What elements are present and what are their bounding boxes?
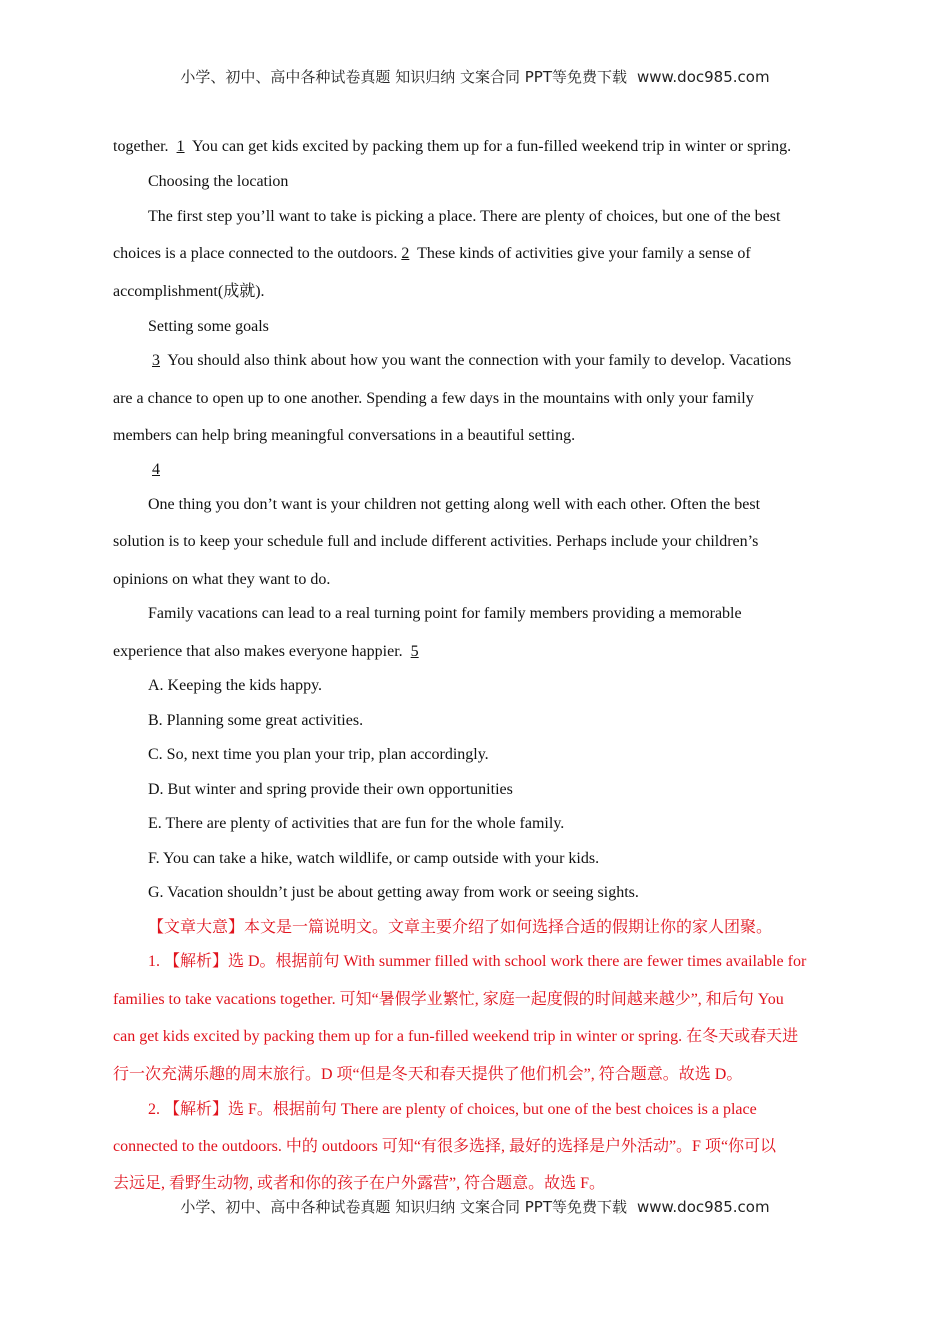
analysis-summary: 【文章大意】本文是一篇说明文。文章主要介绍了如何选择合适的假期让你的家人团聚。	[148, 919, 773, 936]
passage-line: are a chance to open up to one another. Spending a few days in the mountains with only your family	[113, 390, 754, 407]
section-heading: Setting some goals	[148, 318, 269, 335]
analysis-2-line: 2. 【解析】选 F。根据前句 There are plenty of choices, but one of the best choices is a place	[148, 1101, 757, 1118]
option-e: E. There are plenty of activities that are fun for the whole family.	[148, 815, 565, 832]
passage-line: solution is to keep your schedule full and include different activities. Perhaps include your children’s	[113, 533, 759, 550]
blank-1: 1	[176, 138, 185, 155]
header-url[interactable]: www.doc985.com	[636, 68, 770, 86]
passage-line: members can help bring meaningful conversations in a beautiful setting.	[113, 427, 576, 444]
page-footer	[0, 1196, 950, 1217]
footer-text: 小学、初中、高中各种试卷真题 知识归纳 文案合同 PPT等免费下载	[180, 1198, 627, 1216]
passage-line: experience that also makes everyone happier. 5	[113, 641, 843, 663]
analysis-2-line: 去远足, 看野生动物, 或者和你的孩子在户外露营”, 符合题意。故选 F。	[113, 1175, 606, 1192]
analysis-2-line: connected to the outdoors. 中的 outdoors 可知“有很多选择, 最好的选择是户外活动”。F 项“你可以	[113, 1138, 777, 1155]
footer-url[interactable]: www.doc985.com	[636, 1198, 770, 1216]
passage-line: 3 You should also think about how you want the connection with your family to develop. Vacations	[148, 350, 878, 372]
analysis-1-line: 行一次充满乐趣的周末旅行。D 项“但是冬天和春天提供了他们机会”, 符合题意。故选 D。	[113, 1066, 743, 1083]
passage-line	[148, 459, 878, 481]
passage-line: opinions on what they want to do.	[113, 571, 331, 588]
page-header	[0, 66, 950, 87]
header-text: 小学、初中、高中各种试卷真题 知识归纳 文案合同 PPT等免费下载	[180, 68, 627, 86]
option-b: B. Planning some great activities.	[148, 712, 364, 729]
option-c: C. So, next time you plan your trip, plan accordingly.	[148, 746, 489, 763]
passage-line: choices is a place connected to the outdoors. 2 These kinds of activities give your family a sense of	[113, 245, 751, 262]
passage-line: together. 1 You can get kids excited by packing them up for a fun-filled weekend trip in winter or spring.	[113, 138, 792, 155]
analysis-1-line: can get kids excited by packing them up for a fun-filled weekend trip in winter or spring. 在冬天或春天进	[113, 1028, 799, 1045]
blank-3: 3	[152, 352, 160, 369]
blank-5: 5	[410, 643, 419, 660]
passage-line: One thing you don’t want is your children not getting along well with each other. Often the best	[148, 496, 761, 513]
blank-2: 2	[401, 245, 410, 262]
option-g: G. Vacation shouldn’t just be about getting away from work or seeing sights.	[148, 884, 639, 901]
analysis-1-line: 1. 【解析】选 D。根据前句 With summer filled with school work there are fewer times available for	[148, 953, 807, 970]
passage-line: accomplishment(成就).	[113, 283, 265, 300]
passage-line: The first step you’ll want to take is picking a place. There are plenty of choices, but one of the best	[148, 208, 781, 225]
option-d: D. But winter and spring provide their own opportunities	[148, 781, 513, 798]
blank-4: 4	[152, 461, 160, 478]
section-heading: Choosing the location	[148, 173, 289, 190]
passage-line: Family vacations can lead to a real turning point for family members providing a memorable	[148, 605, 742, 622]
option-f: F. You can take a hike, watch wildlife, or camp outside with your kids.	[148, 850, 600, 867]
analysis-1-line: families to take vacations together. 可知“暑假学业繁忙, 家庭一起度假的时间越来越少”, 和后句 You	[113, 991, 784, 1008]
option-a: A. Keeping the kids happy.	[148, 677, 323, 694]
